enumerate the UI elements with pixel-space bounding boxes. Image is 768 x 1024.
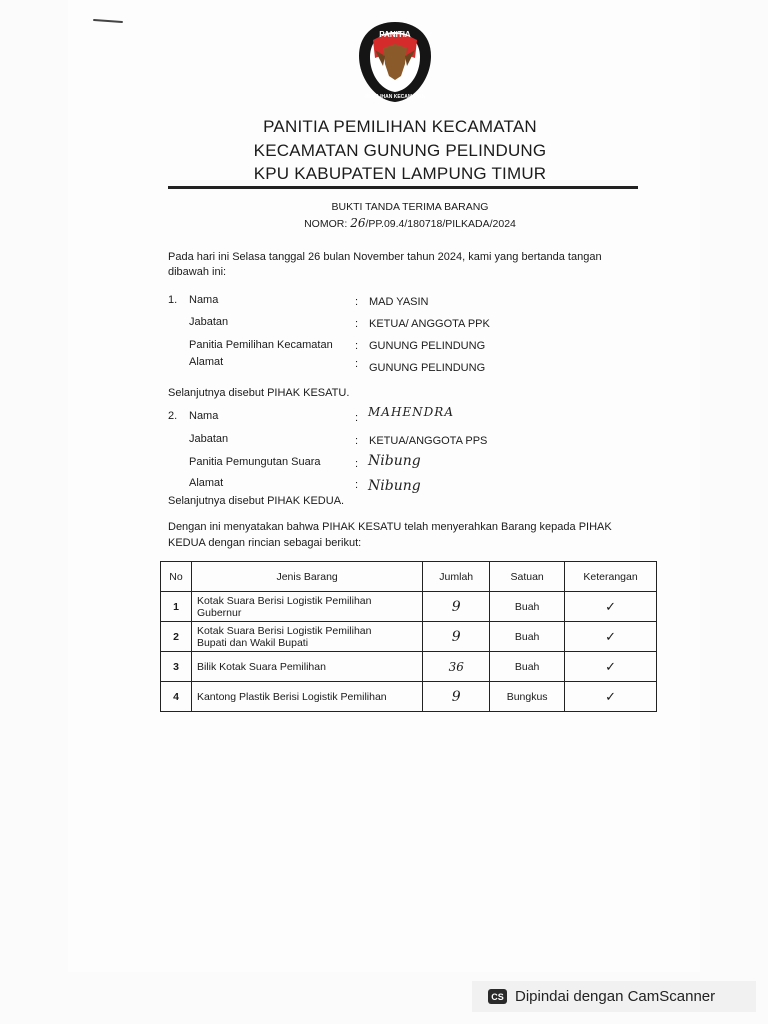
party2-address-value: Nibung — [368, 478, 421, 494]
intro-line-2: dibawah ini: — [168, 266, 227, 278]
party1-address-colon: : — [355, 358, 359, 370]
row-item-line-1: Kantong Plastik Berisi Logistik Pemilihan — [196, 690, 387, 703]
document-title: BUKTI TANDA TERIMA BARANG — [331, 201, 489, 213]
logo-text-top: PANITIA — [379, 30, 411, 39]
row-item-line-1: Kotak Suara Berisi Logistik Pemilihan — [196, 624, 372, 637]
row-item-line-1: Kotak Suara Berisi Logistik Pemilihan — [196, 594, 372, 607]
table-row — [161, 592, 657, 622]
party2-committee-value: Nibung — [368, 453, 421, 469]
header-no: No — [161, 562, 192, 592]
row-qty: 36 — [423, 652, 490, 682]
row-check-icon: ✓ — [565, 652, 657, 682]
row-check-icon: ✓ — [565, 622, 657, 652]
table-header-row — [161, 562, 657, 592]
party1-position-colon: : — [355, 318, 359, 330]
party2-committee-colon: : — [355, 458, 359, 470]
row-qty: 9 — [423, 682, 490, 712]
party2-position-colon: : — [355, 435, 359, 447]
header-unit: Satuan — [490, 562, 565, 592]
number-handwritten: 26 — [350, 216, 366, 230]
party1-designation: Selanjutnya disebut PIHAK KESATU. — [168, 387, 350, 399]
header-line-1: PANITIA PEMILIHAN KECAMATAN — [263, 117, 537, 136]
party2-position-label: Jabatan — [189, 433, 229, 445]
party1-committee-colon: : — [355, 340, 359, 352]
party1-number: 1. — [168, 294, 178, 306]
row-unit: Buah — [490, 652, 565, 682]
intro-line-1: Pada hari ini Selasa tanggal 26 bulan November tahun 2024, kami yang bertanda tangan — [168, 251, 602, 263]
row-item — [191, 652, 422, 682]
header-note: Keterangan — [565, 562, 657, 592]
party1-name-colon: : — [355, 296, 359, 308]
header-item: Jenis Barang — [191, 562, 422, 592]
row-no: 3 — [161, 652, 192, 682]
party1-name-label: Nama — [189, 294, 219, 306]
row-unit: Buah — [490, 592, 565, 622]
party2-name-colon: : — [355, 412, 359, 424]
row-unit: Buah — [490, 622, 565, 652]
row-no: 1 — [161, 592, 192, 622]
header-line-2: KECAMATAN GUNUNG PELINDUNG — [253, 141, 547, 160]
party1-committee-value: GUNUNG PELINDUNG — [369, 340, 486, 352]
party1-address-label: Alamat — [189, 356, 224, 368]
row-no: 2 — [161, 622, 192, 652]
row-qty: 9 — [423, 622, 490, 652]
party2-position-value: KETUA/ANGGOTA PPS — [369, 435, 488, 447]
party1-position-value: KETUA/ ANGGOTA PPK — [369, 318, 490, 330]
row-check-icon: ✓ — [565, 592, 657, 622]
header-line-3: KPU KABUPATEN LAMPUNG TIMUR — [253, 164, 547, 183]
number-rest: /PP.09.4/180718/PILKADA/2024 — [365, 218, 516, 230]
row-check-icon: ✓ — [565, 682, 657, 712]
header-qty: Jumlah — [423, 562, 490, 592]
statement-line-2: KEDUA dengan rincian sebagai berikut: — [168, 537, 362, 549]
party1-name-value: MAD YASIN — [369, 296, 429, 308]
party2-name-value: MAHENDRA — [368, 405, 454, 419]
header-rule — [168, 186, 638, 189]
camscanner-icon: CS — [488, 989, 507, 1004]
table-row — [161, 652, 657, 682]
number-prefix: NOMOR: — [304, 218, 348, 230]
party2-address-colon: : — [355, 479, 359, 491]
row-qty: 9 — [423, 592, 490, 622]
row-item — [191, 622, 422, 652]
party1-address-value: GUNUNG PELINDUNG — [369, 362, 486, 374]
statement-line-1: Dengan ini menyatakan bahwa PIHAK KESATU telah menyerahkan Barang kepada PIHAK — [168, 521, 612, 533]
row-item — [191, 682, 422, 712]
row-unit: Bungkus — [490, 682, 565, 712]
camscanner-text: Dipindai dengan CamScanner — [515, 988, 716, 1005]
row-item-line-2: Gubernur — [196, 606, 242, 619]
table-row — [161, 622, 657, 652]
document-number — [180, 216, 640, 230]
table-row — [161, 682, 657, 712]
row-item — [191, 592, 422, 622]
party2-committee-label: Panitia Pemungutan Suara — [189, 456, 321, 468]
party2-address-label: Alamat — [189, 477, 224, 489]
party2-number: 2. — [168, 410, 178, 422]
kpu-logo — [357, 20, 433, 104]
row-item-line-2: Bupati dan Wakil Bupati — [196, 636, 309, 649]
party2-designation: Selanjutnya disebut PIHAK KEDUA. — [168, 495, 345, 507]
items-table — [160, 561, 657, 712]
logo-text-bottom: PEMILIHAN KECAMATAN — [364, 94, 426, 100]
party1-position-label: Jabatan — [189, 316, 229, 328]
row-item-line-1: Bilik Kotak Suara Pemilihan — [196, 660, 326, 673]
row-no: 4 — [161, 682, 192, 712]
party1-committee-label: Panitia Pemilihan Kecamatan — [189, 339, 333, 351]
camscanner-watermark — [472, 981, 756, 1012]
party2-name-label: Nama — [189, 410, 219, 422]
